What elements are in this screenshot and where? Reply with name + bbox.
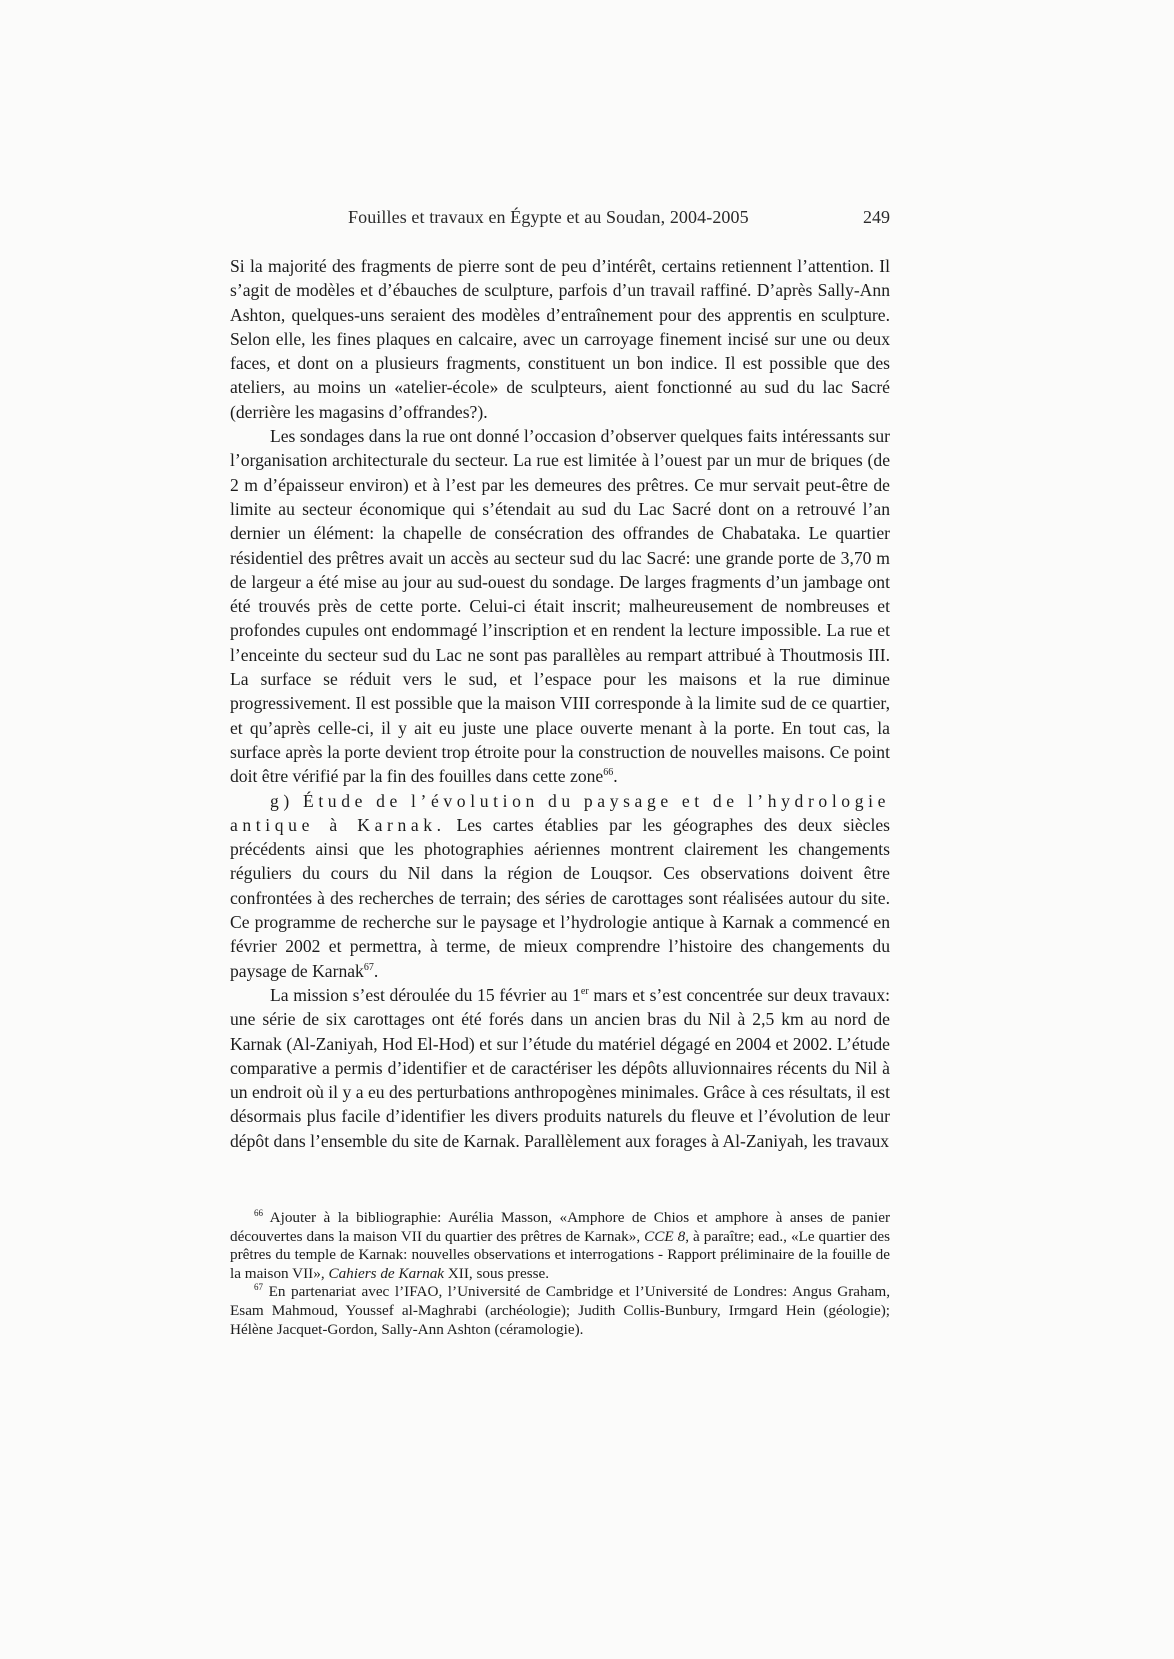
paragraph-paysage: g) Étude de l’évolution du paysage et de l’hydrologie antique à Karnak. Les cartes établies par les géographes des deux siècles précédents ainsi que les photographies aériennes montrent clairement les changements réguliers du cours du Nil dans la région de Louqsor. Ces observations doivent être confrontées à des recherches de terrain; des séries de carottages sont réalisées autour du site. Ce programme de recherche sur le paysage et l’hydrologie antique à Karnak a commencé en février 2002 et permettra, à terme, de mieux comprendre l’histoire des changements du paysage de Karnak$^{67}$.: [230, 790, 890, 981]
footnote-67: [230, 1283, 890, 1339]
paragraph-mission: [230, 983, 890, 1153]
paragraph-sondages-text: Les sondages dans la rue ont donné l’occasion d’observer quelques faits intéressants sur l’organisation architecturale du secteur. La rue est limitée à l’ouest par un mur de briques (de 2 m d’épaisseur environ) et à l’est par les demeures des prêtres. Ce mur servait peut-être de limite au secteur économique qui s’étendait au sud du Lac Sacré dont on a retrouvé l’an dernier un élément: la chapelle de consécration des offrandes de Chabataka. Le quartier résidentiel des prêtres avait un accès au secteur sud du lac Sacré: une grande porte de 3,70 m de largeur a été mise au jour au sud-ouest du sondage. De larges fragments d’un jambage ont été trouvés près de cette porte. Celui-ci était inscrit; malheureusement de nombreuses et profondes cupules ont endommagé l’inscription et en rendent la lecture impossible. La rue et l’enceinte du secteur sud du Lac ne sont pas parallèles au rempart attribué à Thoutmosis III. La surface se réduit vers le sud, et l’espace pour les maisons et la rue diminue progressivement. Il est possible que la maison VIII corresponde à la limite sud de ce quartier, et qu’après celle-ci, il y ait eu juste une place ouverte menant à la porte. En tout cas, la surface après la porte devient trop étroite pour la construction de nouvelles maisons. Ce point doit être vérifié par la fin des fouilles dans cette zone: [230, 426, 890, 787]
body-text: [230, 254, 890, 1153]
document-page: [230, 206, 890, 1339]
footnote-66-text-b: , à paraître; ead., «Le quartier des prêtres du temple de Karnak: nouvelles observations et interrogations - Rapport préliminaire de la fouille de la maison VII»,: [230, 1227, 890, 1282]
footnote-66-cce: CCE 8: [644, 1227, 686, 1245]
footnote-66-mark: 66: [254, 1207, 263, 1218]
paragraph-ateliers-text: Si la majorité des fragments de pierre sont de peu d’intérêt, certains retiennent l’attention. Il s’agit de modèles et d’ébauches de sculpture, parfois d’un travail raffiné. D’après Sally-Ann Ashton, quelques-uns seraient des modèles d’entraînement pour des apprentis en sculpture. Selon elle, les fines plaques en calcaire, avec un carroyage finement incisé sur une ou deux faces, et dont on a plusieurs fragments, constituent un bon indice. Il est possible que des ateliers, au moins un «atelier-école» de sculpteurs, aient fonctionné au sud du lac Sacré (derrière les magasins d’offrandes?).: [230, 256, 890, 422]
footnote-ref-67[interactable]: 67: [363, 961, 374, 973]
paragraph-ateliers: [230, 254, 890, 424]
paragraph-mission-text-b: mars et s’est concentrée sur deux travaux: une série de six carottages ont été forés dans un ancien bras du Nil à 2,5 km au nord de Karnak (Al-Zaniyah, Hod El-Hod) et sur l’étude du matériel dégagé en 2004 et 2002. L’étude comparative a permis d’identifier et de caractériser les dépôts alluvionnaires récents du Nil à un endroit où il y a eu des perturbations anthropogènes minimales. Grâce à ces résultats, il est désormais plus facile d’identifier les divers produits naturels du fleuve et l’évolution de leur dépôt dans l’ensemble du site de Karnak. Parallèlement aux forages à Al-Zaniyah, les travaux: [230, 984, 891, 1151]
footnote-67-text: En partenariat avec l’IFAO, l’Université de Cambridge et l’Université de Londres: Angus Graham, Esam Mahmoud, Youssef al-Maghrabi (archéologie); Judith Collis-Bunbury, Irmgard Hein (géologie); Hélène Jacquet-Gordon, Sally-Ann Ashton (céramologie).: [230, 1283, 890, 1338]
footnote-66-text-c: XII, sous presse.: [444, 1264, 550, 1282]
running-title: Fouilles et travaux en Égypte et au Soudan, 2004-2005: [348, 207, 749, 227]
footnote-66-text-a: Ajouter à la bibliographie: Aurélia Masson, «Amphore de Chios et amphore à anses de panier découvertes dans la maison VII du quartier des prêtres de Karnak»,: [230, 1208, 890, 1245]
footnote-67-mark: 67: [254, 1282, 263, 1293]
page-header: [230, 206, 890, 236]
footnotes: [230, 1209, 890, 1339]
paragraph-sondages: Les sondages dans la rue ont donné l’occasion d’observer quelques faits intéressants sur l’organisation architecturale du secteur. La rue est limitée à l’ouest par un mur de briques (de 2 m d’épaisseur environ) et à l’est par les demeures des prêtres. Ce mur servait peut-être de limite au secteur économique qui s’étendait au sud du Lac Sacré dont on a retrouvé l’an dernier un élément: la chapelle de consécration des offrandes de Chabataka. Le quartier résidentiel des prêtres avait un accès au secteur sud du lac Sacré: une grande porte de 3,70 m de largeur a été mise au jour au sud-ouest du sondage. De larges fragments d’un jambage ont été trouvés près de cette porte. Celui-ci était inscrit; malheureusement de nombreuses et profondes cupules ont endommagé l’inscription et en rendent la lecture impossible. La rue et l’enceinte du secteur sud du Lac ne sont pas parallèles au rempart attribué à Thoutmosis III. La surface se réduit vers le sud, et l’espace pour les maisons et la rue diminue progressivement. Il est possible que la maison VIII corresponde à la limite sud de ce quartier, et qu’après celle-ci, il y ait eu juste une place ouverte menant à la porte. En tout cas, la surface après la porte devient trop étroite pour la construction de nouvelles maisons. Ce point doit être vérifié par la fin des fouilles dans cette zone$^{66}$.: [230, 426, 890, 787]
footnote-66-cahiers: Cahiers de Karnak: [328, 1264, 445, 1282]
section-heading-paysage: g) Étude de l’évolution du paysage et de l’hydrologie antique à Karnak.: [230, 790, 890, 835]
paragraph-paysage-text: Les cartes établies par les géographes des deux siècles précédents ainsi que les photographies aériennes montrent clairement les changements réguliers du cours du Nil dans la région de Louqsor. Ces observations doivent être confrontées à des recherches de terrain; des séries de carottages sont réalisées autour du site. Ce programme de recherche sur le paysage et l’hydrologie antique à Karnak a commencé en février 2002 et permettra, à terme, de mieux comprendre l’histoire des changements du paysage de Karnak: [230, 814, 890, 981]
superscript-er: er: [580, 986, 589, 998]
paragraph-mission-text-a: La mission s’est déroulée du 15 février au 1: [270, 984, 581, 1005]
page-number: 249: [863, 207, 890, 227]
footnote-ref-66[interactable]: 66: [603, 767, 614, 779]
footnote-66: [230, 1209, 890, 1283]
